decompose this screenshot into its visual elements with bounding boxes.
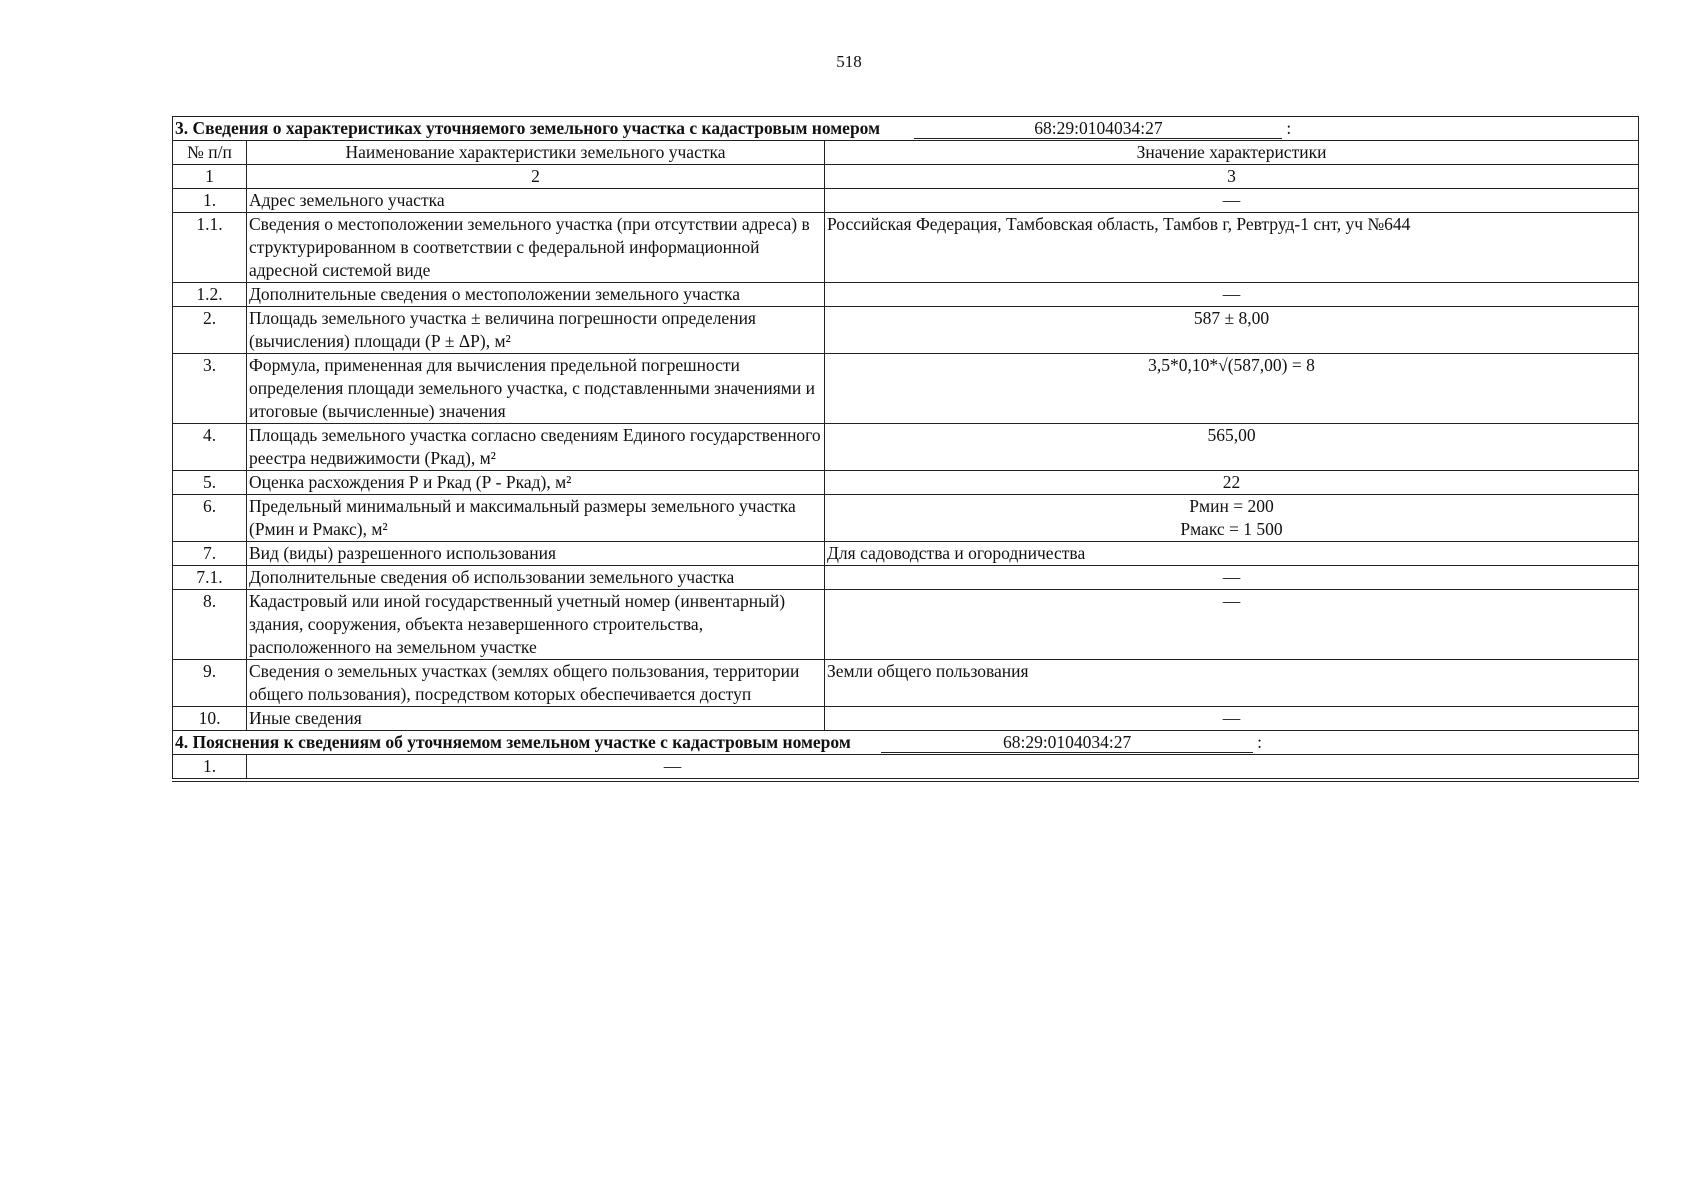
section3-header (173, 117, 1639, 141)
table-row (173, 707, 1639, 731)
table-row (173, 424, 1639, 471)
row-name: Дополнительные сведения об использовании земельного участка (247, 566, 825, 590)
row-value: — (825, 283, 1639, 307)
row-number: 9. (173, 660, 247, 707)
cadastral-table (172, 116, 1639, 782)
page-number: 518 (836, 52, 862, 71)
section4-cadastral-number: 68:29:0104034:27 (881, 732, 1253, 753)
section3-colon: : (1286, 118, 1292, 138)
header-index-3: 3 (825, 165, 1639, 189)
row-number: 7. (173, 542, 247, 566)
row-value: Земли общего пользования (825, 660, 1639, 707)
row-number: 1.2. (173, 283, 247, 307)
row-value: 22 (825, 471, 1639, 495)
row-number: 3. (173, 354, 247, 424)
row-value (825, 495, 1639, 542)
section3-title: 3. Сведения о характеристиках уточняемого земельного участка с кадастровым номером (175, 118, 881, 138)
section4-title: 4. Пояснения к сведениям об уточняемом земельном участке с кадастровым номером (175, 732, 851, 752)
row-value: Российская Федерация, Тамбовская область, Тамбов г, Ревтруд-1 снт, уч №644 (825, 213, 1639, 283)
row-value: — (825, 189, 1639, 213)
section4-header (173, 731, 1639, 755)
row-number: 6. (173, 495, 247, 542)
row-name: Иные сведения (247, 707, 825, 731)
header-index-1: 1 (173, 165, 247, 189)
row-name: Сведения о земельных участках (землях общего пользования, территории общего пользования), посредством которых обеспечивается доступ (247, 660, 825, 707)
table-row (173, 495, 1639, 542)
table-row (173, 307, 1639, 354)
row-number: 1.1. (173, 213, 247, 283)
row-value: — (825, 590, 1639, 660)
row-number: 4. (173, 424, 247, 471)
table-row (173, 590, 1639, 660)
row-name: Площадь земельного участка согласно сведениям Единого государственного реестра недвижимости (Ркад), м² (247, 424, 825, 471)
row-value (247, 755, 1639, 781)
row-number: 7.1. (173, 566, 247, 590)
table-row (173, 189, 1639, 213)
section3-cadastral-number: 68:29:0104034:27 (914, 118, 1282, 139)
row-value-min: Рмин = 200 (1189, 496, 1274, 516)
row-number: 2. (173, 307, 247, 354)
header-index-2: 2 (247, 165, 825, 189)
table-row (173, 213, 1639, 283)
table-row (173, 354, 1639, 424)
column-index-row (173, 165, 1639, 189)
row-value: — (825, 566, 1639, 590)
row-number: 8. (173, 590, 247, 660)
header-col-value: Значение характеристики (825, 141, 1639, 165)
row-value: 3,5*0,10*√(587,00) = 8 (825, 354, 1639, 424)
row-value: — (825, 707, 1639, 731)
table-row (173, 542, 1639, 566)
row-name: Площадь земельного участка ± величина погрешности определения (вычисления) площади (Р ± ΔР), м² (247, 307, 825, 354)
row-name: Кадастровый или иной государственный учетный номер (инвентарный) здания, сооружения, объекта незавершенного строительства, расположенного на земельном участке (247, 590, 825, 660)
header-col-number: № п/п (173, 141, 247, 165)
row-value: 587 ± 8,00 (825, 307, 1639, 354)
row-number: 1. (173, 189, 247, 213)
row-name: Сведения о местоположении земельного участка (при отсутствии адреса) в структурированном в соответствии с федеральной информационной адресной системой виде (247, 213, 825, 283)
header-col-name: Наименование характеристики земельного участка (247, 141, 825, 165)
table-row (173, 660, 1639, 707)
table-row (173, 566, 1639, 590)
row-value: Для садоводства и огородничества (825, 542, 1639, 566)
row-name: Предельный минимальный и максимальный размеры земельного участка (Рмин и Рмакс), м² (247, 495, 825, 542)
row-name: Дополнительные сведения о местоположении земельного участка (247, 283, 825, 307)
row-name: Адрес земельного участка (247, 189, 825, 213)
row-name: Оценка расхождения Р и Ркад (Р - Ркад), м² (247, 471, 825, 495)
row-number: 1. (173, 755, 247, 781)
column-headers (173, 141, 1639, 165)
row-name: Формула, примененная для вычисления предельной погрешности определения площади земельного участка, с подставленными значениями и итоговые (вычисленные) значения (247, 354, 825, 424)
table-row (173, 283, 1639, 307)
row-value: 565,00 (825, 424, 1639, 471)
section4-row-value: — (663, 756, 682, 776)
row-number: 5. (173, 471, 247, 495)
row-value-max: Рмакс = 1 500 (1180, 519, 1283, 539)
section4-row (173, 755, 1639, 781)
section4-colon: : (1257, 732, 1262, 752)
table-row (173, 471, 1639, 495)
row-name: Вид (виды) разрешенного использования (247, 542, 825, 566)
row-number: 10. (173, 707, 247, 731)
